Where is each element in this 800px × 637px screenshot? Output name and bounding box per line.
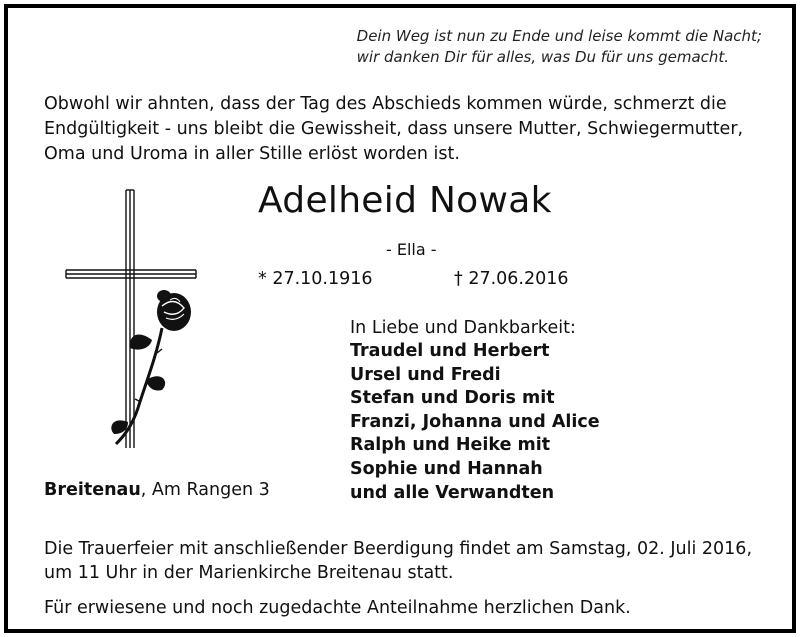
cross-with-rose-icon (58, 188, 208, 450)
obituary-notice (4, 4, 796, 633)
death-date: † 27.06.2016 (454, 269, 569, 289)
family-signatures (350, 316, 600, 505)
address-street: , Am Rangen 3 (140, 480, 270, 500)
family-member: Sophie und Hannah (350, 458, 543, 479)
address-town: Breitenau (44, 480, 141, 500)
funeral-info: Die Trauerfeier mit anschließender Beerdigung findet am Samstag, 02. Juli 2016, um 11 Uhr in der Marienkirche Breitenau statt. (44, 539, 753, 583)
family-member: Ralph und Heike mit (350, 435, 551, 456)
family-member: Stefan und Doris mit (350, 388, 555, 409)
address (44, 480, 270, 500)
thanks-text: Für erwiesene und noch zugedachte Anteilnahme herzlichen Dank. (44, 598, 631, 618)
birth-date: * 27.10.1916 (258, 269, 373, 289)
family-member: Franzi, Johanna und Alice (350, 411, 600, 432)
quote (357, 26, 762, 68)
family-member: Ursel und Fredi (350, 364, 501, 385)
deceased-name: Adelheid Nowak (258, 180, 552, 221)
family-member: Traudel und Herbert (350, 341, 550, 361)
deceased-nickname: - Ella - (386, 240, 437, 259)
family-heading: In Liebe und Dankbarkeit: (350, 318, 576, 338)
quote-line-2: wir danken Dir für alles, was Du für uns gemacht. (356, 48, 730, 66)
family-member: und alle Verwandten (350, 482, 555, 503)
quote-line-1: Dein Weg ist nun zu Ende und leise kommt die Nacht; (356, 27, 762, 45)
intro-text: Obwohl wir ahnten, dass der Tag des Abschieds kommen würde, schmerzt die Endgültigkeit - uns bleibt die Gewissheit, dass unsere Mutter, Schwiegermutter, Oma und Uroma in aller Stille erlöst worden ist. (44, 94, 744, 164)
